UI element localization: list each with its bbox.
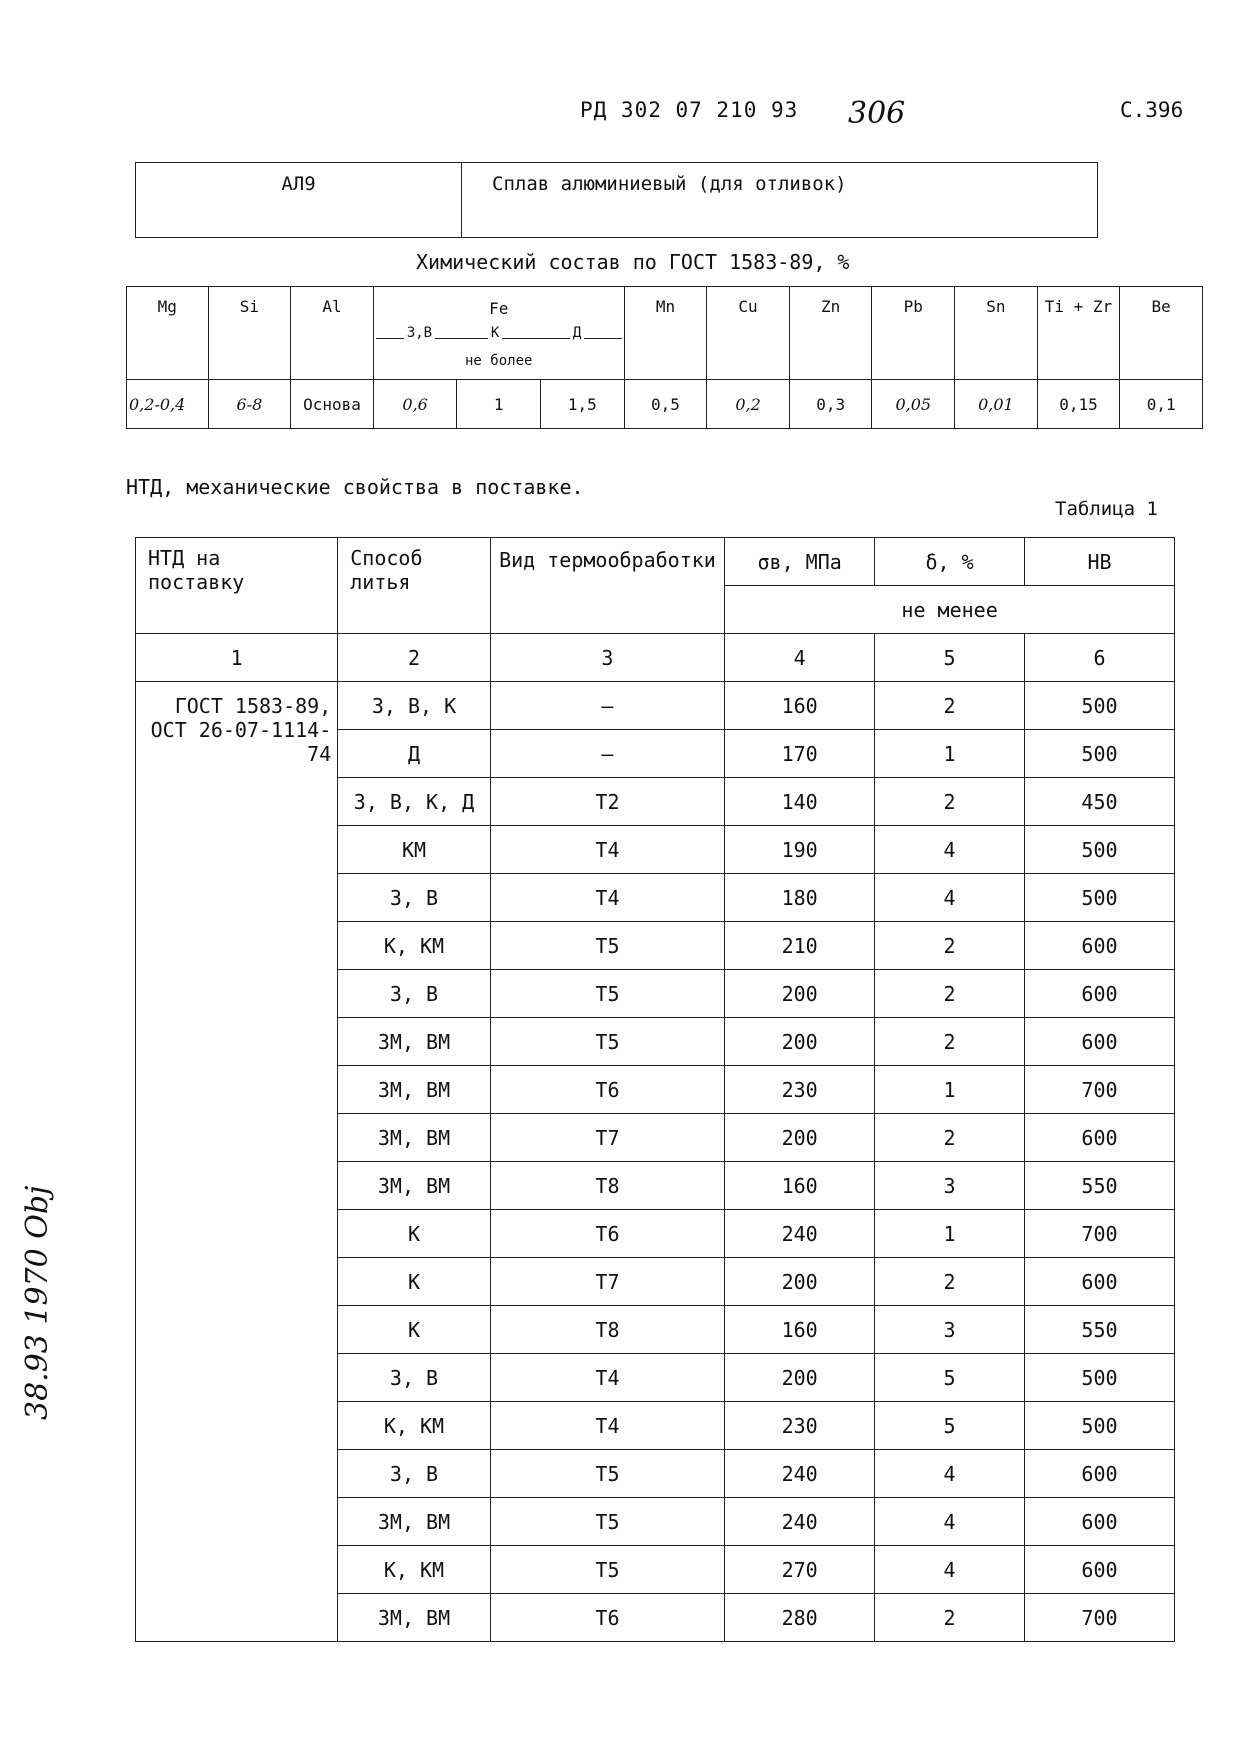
fe-sub-label: З,В <box>404 325 435 341</box>
sigma-cell: 140 <box>725 778 875 826</box>
delta-cell: 2 <box>875 1594 1025 1642</box>
method-cell: К <box>338 1210 490 1258</box>
treatment-cell: – <box>490 682 724 730</box>
sigma-cell: 200 <box>725 970 875 1018</box>
mechanical-caption: НТД, механические свойства в поставке. <box>126 475 584 499</box>
delta-cell: 3 <box>875 1306 1025 1354</box>
chem-value: 0,6 <box>373 380 457 429</box>
sigma-cell: 200 <box>725 1114 875 1162</box>
delta-cell: 2 <box>875 922 1025 970</box>
hb-cell: 600 <box>1024 1258 1174 1306</box>
treatment-cell: Т6 <box>490 1066 724 1114</box>
chem-value: 0,2 <box>707 380 790 429</box>
page-number: С.396 <box>1120 98 1184 122</box>
treatment-cell: Т5 <box>490 922 724 970</box>
sigma-cell: 280 <box>725 1594 875 1642</box>
hb-cell: 600 <box>1024 1114 1174 1162</box>
sigma-cell: 190 <box>725 826 875 874</box>
chem-value: 0,01 <box>955 380 1038 429</box>
hb-cell: 450 <box>1024 778 1174 826</box>
treatment-cell: Т5 <box>490 1018 724 1066</box>
chem-value: 0,2-0,4 <box>127 380 209 429</box>
delta-cell: 2 <box>875 1258 1025 1306</box>
sigma-cell: 200 <box>725 1018 875 1066</box>
col-number: 6 <box>1024 634 1174 682</box>
col-number: 2 <box>338 634 490 682</box>
header-ntd: НТД на поставку <box>136 538 338 634</box>
sigma-cell: 230 <box>725 1402 875 1450</box>
treatment-cell: Т4 <box>490 826 724 874</box>
sigma-cell: 200 <box>725 1354 875 1402</box>
method-cell: ЗМ, ВМ <box>338 1114 490 1162</box>
treatment-cell: Т6 <box>490 1594 724 1642</box>
delta-cell: 1 <box>875 1210 1025 1258</box>
chem-header: Pb <box>872 287 955 380</box>
sigma-cell: 240 <box>725 1498 875 1546</box>
method-cell: К, КМ <box>338 1402 490 1450</box>
method-cell: К, КМ <box>338 1546 490 1594</box>
hb-cell: 600 <box>1024 1018 1174 1066</box>
col-number: 1 <box>136 634 338 682</box>
sigma-cell: 230 <box>725 1066 875 1114</box>
delta-cell: 4 <box>875 826 1025 874</box>
title-box <box>135 162 1098 238</box>
mechanical-properties-table <box>135 537 1175 1642</box>
method-cell: З, В, К <box>338 682 490 730</box>
delta-cell: 4 <box>875 1546 1025 1594</box>
hb-cell: 550 <box>1024 1306 1174 1354</box>
chem-value: 0,1 <box>1120 380 1203 429</box>
hb-cell: 700 <box>1024 1594 1174 1642</box>
document-number: РД 302 07 210 93 <box>580 98 799 122</box>
chem-header: Al <box>291 287 374 380</box>
treatment-cell: Т7 <box>490 1258 724 1306</box>
hb-cell: 500 <box>1024 826 1174 874</box>
chemical-composition-table <box>126 286 1203 429</box>
chem-header: Zn <box>789 287 872 380</box>
method-cell: К <box>338 1258 490 1306</box>
hb-cell: 500 <box>1024 682 1174 730</box>
delta-cell: 2 <box>875 682 1025 730</box>
chem-value: 6-8 <box>208 380 291 429</box>
method-cell: Д <box>338 730 490 778</box>
sigma-cell: 240 <box>725 1210 875 1258</box>
delta-cell: 4 <box>875 1498 1025 1546</box>
sigma-cell: 160 <box>725 682 875 730</box>
hb-cell: 500 <box>1024 1354 1174 1402</box>
hb-cell: 500 <box>1024 1402 1174 1450</box>
method-cell: З, В <box>338 874 490 922</box>
method-cell: ЗМ, ВМ <box>338 1594 490 1642</box>
chem-header: Mg <box>127 287 209 380</box>
treatment-cell: Т2 <box>490 778 724 826</box>
sigma-cell: 160 <box>725 1162 875 1210</box>
treatment-cell: Т5 <box>490 1498 724 1546</box>
treatment-cell: Т5 <box>490 1450 724 1498</box>
delta-cell: 1 <box>875 1066 1025 1114</box>
delta-cell: 3 <box>875 1162 1025 1210</box>
hb-cell: 600 <box>1024 1450 1174 1498</box>
delta-cell: 1 <box>875 730 1025 778</box>
method-cell: ЗМ, ВМ <box>338 1498 490 1546</box>
col-number: 4 <box>725 634 875 682</box>
table-row <box>136 682 1175 730</box>
sigma-cell: 270 <box>725 1546 875 1594</box>
delta-cell: 2 <box>875 1018 1025 1066</box>
treatment-cell: Т6 <box>490 1210 724 1258</box>
header-min-note: не менее <box>725 586 1175 634</box>
header-treatment: Вид термообработки <box>490 538 724 634</box>
method-cell: З, В <box>338 970 490 1018</box>
sigma-cell: 180 <box>725 874 875 922</box>
treatment-cell: Т4 <box>490 1354 724 1402</box>
header-sigma: σв, МПа <box>725 538 875 586</box>
fe-note: не более <box>465 353 533 369</box>
hb-cell: 600 <box>1024 970 1174 1018</box>
treatment-cell: Т5 <box>490 970 724 1018</box>
sigma-cell: 170 <box>725 730 875 778</box>
table-label: Таблица 1 <box>1055 498 1158 520</box>
chem-header: Be <box>1120 287 1203 380</box>
treatment-cell: Т4 <box>490 874 724 922</box>
hb-cell: 600 <box>1024 1546 1174 1594</box>
method-cell: К, КМ <box>338 922 490 970</box>
sigma-cell: 240 <box>725 1450 875 1498</box>
header-hb: HB <box>1024 538 1174 586</box>
chem-value: 1,5 <box>541 380 625 429</box>
delta-cell: 5 <box>875 1354 1025 1402</box>
chem-header: Ti + Zr <box>1037 287 1120 380</box>
method-cell: ЗМ, ВМ <box>338 1018 490 1066</box>
header-delta: δ, % <box>875 538 1025 586</box>
method-cell: З, В <box>338 1450 490 1498</box>
delta-cell: 4 <box>875 1450 1025 1498</box>
chem-value: 0,3 <box>789 380 872 429</box>
hb-cell: 700 <box>1024 1066 1174 1114</box>
hb-cell: 550 <box>1024 1162 1174 1210</box>
sigma-cell: 200 <box>725 1258 875 1306</box>
handwritten-page-number: 306 <box>848 96 906 131</box>
chem-header: Cu <box>707 287 790 380</box>
method-cell: КМ <box>338 826 490 874</box>
treatment-cell: Т8 <box>490 1162 724 1210</box>
chem-value: 0,05 <box>872 380 955 429</box>
chem-value: 1 <box>457 380 541 429</box>
alloy-description: Сплав алюминиевый (для отливок) <box>462 163 1098 238</box>
fe-sub-label: К <box>488 325 502 341</box>
header-method: Способ литья <box>338 538 490 634</box>
delta-cell: 2 <box>875 1114 1025 1162</box>
hb-cell: 500 <box>1024 874 1174 922</box>
chem-value: 0,15 <box>1037 380 1120 429</box>
chem-value: 0,5 <box>624 380 707 429</box>
sigma-cell: 210 <box>725 922 875 970</box>
delta-cell: 4 <box>875 874 1025 922</box>
delta-cell: 2 <box>875 778 1025 826</box>
method-cell: ЗМ, ВМ <box>338 1162 490 1210</box>
chem-value: Основа <box>291 380 374 429</box>
mechanical-body <box>136 682 1175 1642</box>
method-cell: ЗМ, ВМ <box>338 1066 490 1114</box>
hb-cell: 600 <box>1024 1498 1174 1546</box>
chem-header: Sn <box>955 287 1038 380</box>
treatment-cell: Т7 <box>490 1114 724 1162</box>
chemical-caption: Химический состав по ГОСТ 1583-89, % <box>416 250 850 274</box>
treatment-cell: Т4 <box>490 1402 724 1450</box>
fe-header <box>373 287 624 380</box>
ntd-gost: ГОСТ 1583-89, ОСТ 26-07-1114-74 <box>136 682 338 1642</box>
chem-header: Fe <box>489 299 509 318</box>
treatment-cell: Т5 <box>490 1546 724 1594</box>
col-number: 5 <box>875 634 1025 682</box>
delta-cell: 5 <box>875 1402 1025 1450</box>
treatment-cell: – <box>490 730 724 778</box>
col-number: 3 <box>490 634 724 682</box>
hb-cell: 600 <box>1024 922 1174 970</box>
method-cell: З, В <box>338 1354 490 1402</box>
treatment-cell: Т8 <box>490 1306 724 1354</box>
method-cell: З, В, К, Д <box>338 778 490 826</box>
hb-cell: 700 <box>1024 1210 1174 1258</box>
method-cell: К <box>338 1306 490 1354</box>
delta-cell: 2 <box>875 970 1025 1018</box>
sigma-cell: 160 <box>725 1306 875 1354</box>
fe-sub-label: Д <box>570 325 584 341</box>
hb-cell: 500 <box>1024 730 1174 778</box>
margin-handwritten-note: 38.93 1970 Obj <box>20 1185 55 1420</box>
chem-header: Mn <box>624 287 707 380</box>
chem-header: Si <box>208 287 291 380</box>
alloy-grade: АЛ9 <box>136 163 462 238</box>
